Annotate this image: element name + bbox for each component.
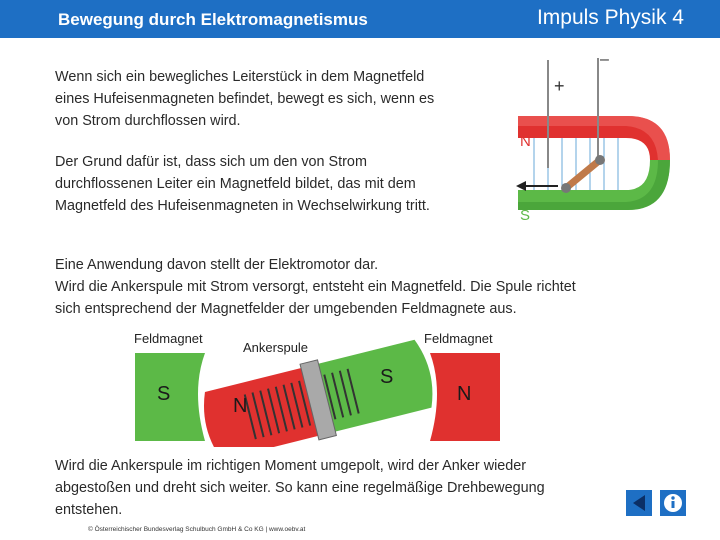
feldmagnet-label-left: Feldmagnet [134, 331, 203, 346]
paragraph-line: durchflossenen Leiter ein Magnetfeld bildet, das mit dem [55, 176, 416, 192]
paragraph-line: Wird die Ankerspule im richtigen Moment umgepolt, wird der Anker wieder [55, 458, 527, 474]
paragraph-line: von Strom durchflossen wird. [55, 113, 241, 129]
feldmagnet-label-right: Feldmagnet [424, 331, 493, 346]
paragraph-line: Wenn sich ein bewegliches Leiterstück in dem Magnetfeld [55, 69, 425, 85]
paragraph-line: Wird die Ankerspule mit Strom versorgt, entsteht ein Magnetfeld. Die Spule richtet [55, 279, 576, 295]
motor-diagram [135, 335, 500, 447]
ankerspule-label: Ankerspule [243, 340, 309, 355]
right-magnet-pole: N [457, 383, 472, 405]
paragraph-2 [55, 151, 430, 217]
armature-south-pole: S [380, 366, 394, 388]
play-back-icon [626, 490, 652, 516]
copyright-footer: © Österreichischer Bundesverlag Schulbuch GmbH & Co KG | www.oebv.at [88, 526, 306, 533]
minus-label: – [600, 51, 609, 68]
armature-north-pole: N [233, 395, 248, 417]
info-button[interactable] [660, 490, 686, 516]
page-title: Bewegung durch Elektromagnetismus [58, 10, 368, 29]
header-bar [0, 0, 720, 38]
plus-label: + [554, 76, 565, 96]
paragraph-line: eines Hufeisenmagneten befindet, bewegt es sich, wenn es [55, 91, 435, 107]
north-label: N [520, 133, 531, 150]
paragraph-line: Der Grund dafür ist, dass sich um den von Strom [55, 154, 367, 170]
paragraph-line: Magnetfeld des Hufeisenmagneten in Wechselwirkung tritt. [55, 198, 430, 214]
info-icon [660, 490, 686, 516]
paragraph-line: Eine Anwendung davon stellt der Elektromotor dar. [55, 257, 379, 273]
left-magnet-pole: S [157, 383, 171, 405]
paragraph-3 [55, 254, 576, 320]
back-button[interactable] [626, 490, 652, 516]
brand-title: Impuls Physik 4 [536, 6, 684, 29]
south-label: S [520, 207, 531, 224]
paragraph-line: entstehen. [55, 502, 123, 518]
paragraph-line: abgestoßen und dreht sich weiter. So kann eine regelmäßige Drehbewegung [55, 480, 545, 496]
paragraph-4 [55, 455, 545, 521]
paragraph-line: sich entsprechend der Magnetfelder der umgebenden Feldmagnete aus. [55, 301, 517, 317]
paragraph-1 [55, 66, 434, 132]
horseshoe-magnet-figure [508, 50, 680, 232]
